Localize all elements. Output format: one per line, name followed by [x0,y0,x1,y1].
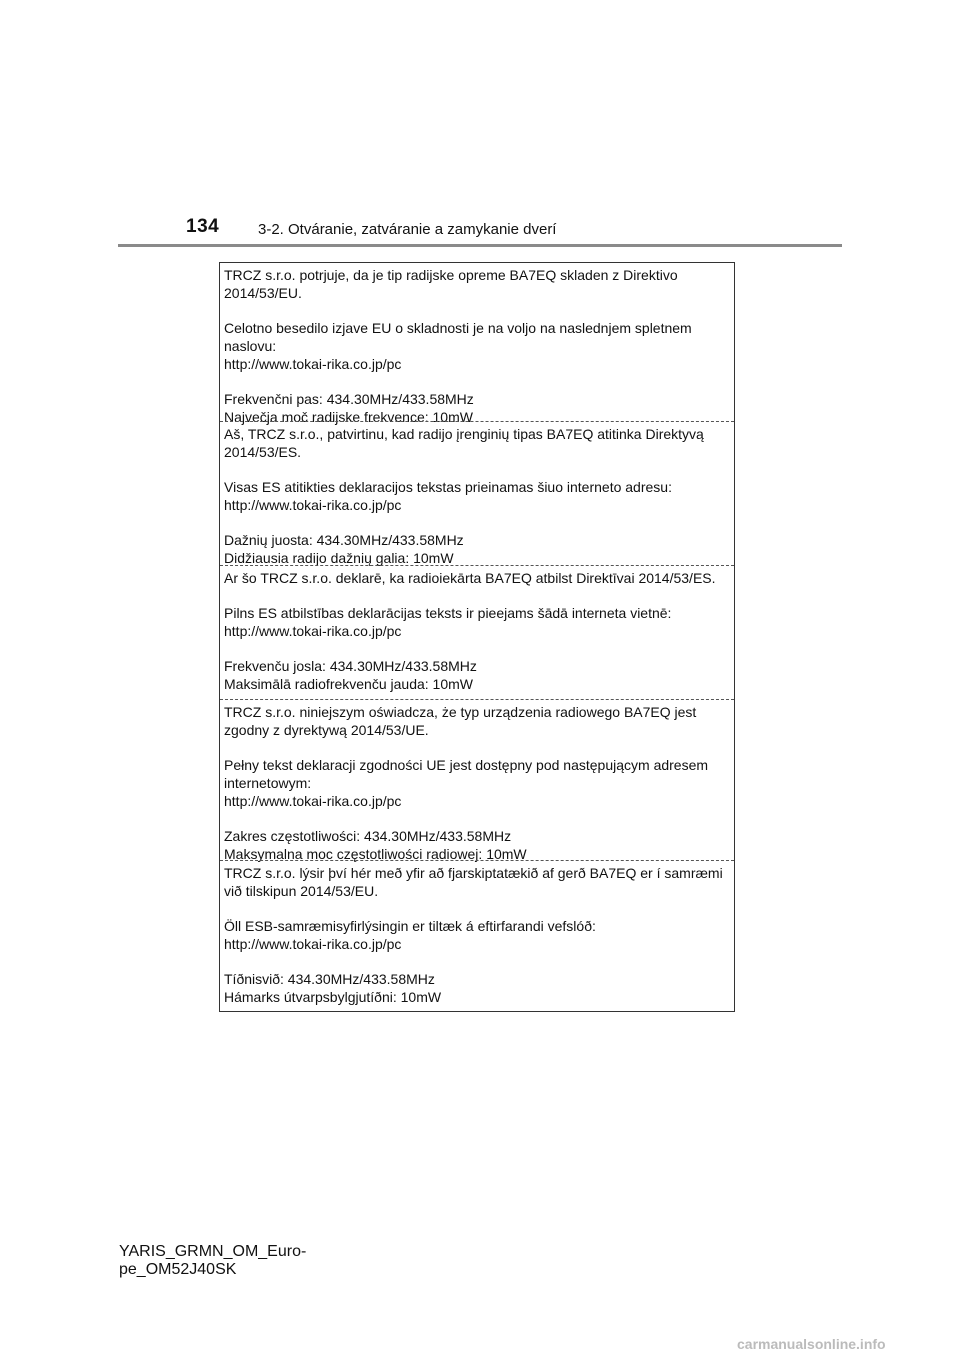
section-title: 3-2. Otváranie, zatváranie a zamykanie dverí [258,221,557,238]
declaration-statement: TRCZ s.r.o. potrjuje, da je tip radijske opreme BA7EQ skladen z Direktivo 2014/53/EU. [224,267,678,301]
max-power: Maksimālā radiofrekvenču jauda: 10mW [224,676,473,692]
page-number: 134 [186,216,220,237]
declaration-statement: Ar šo TRCZ s.r.o. deklarē, ka radioiekārta BA7EQ atbilst Direktīvai 2014/53/ES. [224,570,716,586]
declaration-polish [220,699,734,860]
declaration-url: http://www.tokai-rika.co.jp/pc [224,623,402,639]
declaration-latvian [220,565,734,699]
declaration-statement: TRCZ s.r.o. niniejszym oświadcza, że typ urządzenia radiowego BA7EQ jest zgodny z dyrektywą 2014/53/UE. [224,704,697,738]
watermark: carmanualsonline.info [737,1336,886,1352]
frequency-band: Zakres częstotliwości: 434.30MHz/433.58MHz [224,828,512,844]
frequency-band: Frekvenču josla: 434.30MHz/433.58MHz [224,658,477,674]
declaration-lithuanian [220,421,734,565]
declaration-statement: Aš, TRCZ s.r.o., patvirtinu, kad radijo įrenginių tipas BA7EQ atitinka Direktyvą 2014/53/ES. [224,426,704,460]
declaration-url: http://www.tokai-rika.co.jp/pc [224,356,402,372]
full-text-note: Öll ESB-samræmisyfirlýsingin er tiltæk á eftirfarandi vefslóð: [224,918,596,934]
declaration-statement: TRCZ s.r.o. lýsir því hér með yfir að fjarskiptatækið af gerð BA7EQ er í samræmi við tilskipun 2014/53/EU. [224,865,723,899]
max-power: Hámarks útvarpsbylgjutíðni: 10mW [224,989,442,1005]
max-power: Maksymalna moc częstotliwości radiowej: 10mW [224,846,527,862]
declaration-box [219,262,735,1012]
frequency-band: Tíðnisvið: 434.30MHz/433.58MHz [224,971,435,987]
frequency-band: Dažnių juosta: 434.30MHz/433.58MHz [224,532,464,548]
declaration-slovenian [220,263,734,425]
declaration-icelandic [220,860,734,1012]
declaration-url: http://www.tokai-rika.co.jp/pc [224,936,402,952]
frequency-band: Frekvenčni pas: 434.30MHz/433.58MHz [224,391,474,407]
declaration-url: http://www.tokai-rika.co.jp/pc [224,497,402,513]
max-power: Največja moč radijske frekvence: 10mW [224,409,473,425]
full-text-note: Pełny tekst deklaracji zgodności UE jest dostępny pod następującym adresem internetowym: [224,757,709,791]
max-power: Didžiausia radijo dažnių galia: 10mW [224,550,454,566]
full-text-note: Celotno besedilo izjave EU o skladnosti je na voljo na naslednjem spletnem naslovu: [224,320,692,354]
declaration-url: http://www.tokai-rika.co.jp/pc [224,793,402,809]
document-code: YARIS_GRMN_OM_Euro- pe_OM52J40SK [119,1243,307,1278]
full-text-note: Pilns ES atbilstības deklarācijas teksts ir pieejams šādā interneta vietnē: [224,605,672,621]
full-text-note: Visas ES atitikties deklaracijos tekstas prieinamas šiuo interneto adresu: [224,479,672,495]
header-divider [118,244,842,247]
